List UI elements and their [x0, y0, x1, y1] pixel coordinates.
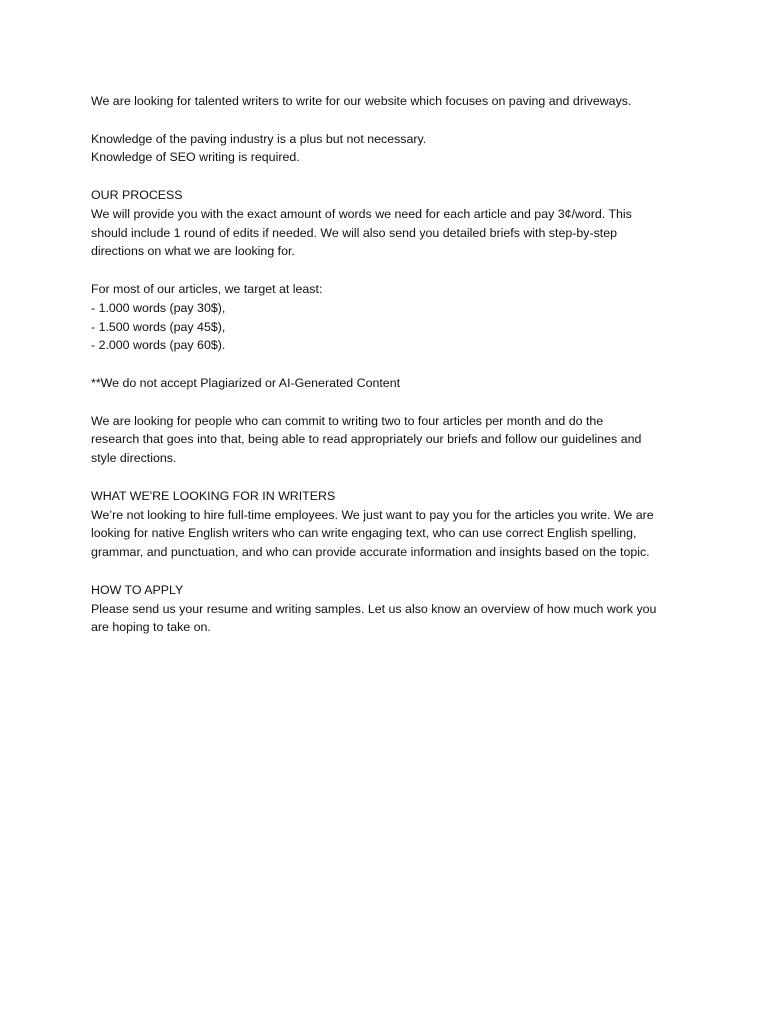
target-item: - 1.000 words (pay 30$),: [91, 300, 226, 315]
process-line: directions on what we are looking for.: [91, 244, 295, 259]
paragraph-gap: [91, 393, 691, 412]
writers-line: looking for native English writers who can write engaging text, who can use correct English spelling,: [91, 526, 637, 541]
content-notice: **We do not accept Plagiarized or AI-Generated Content: [91, 375, 401, 390]
process-line: We will provide you with the exact amount of words we need for each article and pay 3¢/word. This: [91, 206, 632, 221]
apply-line: are hoping to take on.: [91, 620, 211, 635]
writers-line: grammar, and punctuation, and who can provide accurate information and insights based on the topic.: [91, 545, 650, 560]
commitment-line: We are looking for people who can commit to writing two to four articles per month and do the: [91, 413, 604, 428]
target-item: - 2.000 words (pay 60$).: [91, 338, 226, 353]
apply-heading: HOW TO APPLY: [91, 582, 184, 597]
knowledge-seo-text: Knowledge of SEO writing is required.: [91, 150, 300, 165]
process-heading: OUR PROCESS: [91, 187, 183, 202]
paragraph-gap: [91, 111, 691, 130]
commitment-line: style directions.: [91, 451, 177, 466]
apply-line: Please send us your resume and writing samples. Let us also know an overview of how much work you: [91, 601, 657, 616]
writers-heading: WHAT WE'RE LOOKING FOR IN WRITERS: [91, 488, 336, 503]
paragraph-gap: [91, 355, 691, 374]
writers-line: We’re not looking to hire full-time employees. We just want to pay you for the articles you write. We are: [91, 507, 654, 522]
commitment-line: research that goes into that, being able to read appropriately our briefs and follow our guidelines and: [91, 432, 642, 447]
targets-intro: For most of our articles, we target at least:: [91, 281, 323, 296]
document-body: [91, 92, 691, 637]
paragraph-gap: [91, 468, 691, 487]
process-line: should include 1 round of edits if needed. We will also send you detailed briefs with step-by-step: [91, 225, 617, 240]
paragraph-gap: [91, 562, 691, 581]
knowledge-paving-text: Knowledge of the paving industry is a plus but not necessary.: [91, 131, 427, 146]
target-item: - 1.500 words (pay 45$),: [91, 319, 226, 334]
intro-text: We are looking for talented writers to write for our website which focuses on paving and driveways.: [91, 94, 632, 108]
paragraph-gap: [91, 167, 691, 186]
paragraph-gap: [91, 261, 691, 280]
